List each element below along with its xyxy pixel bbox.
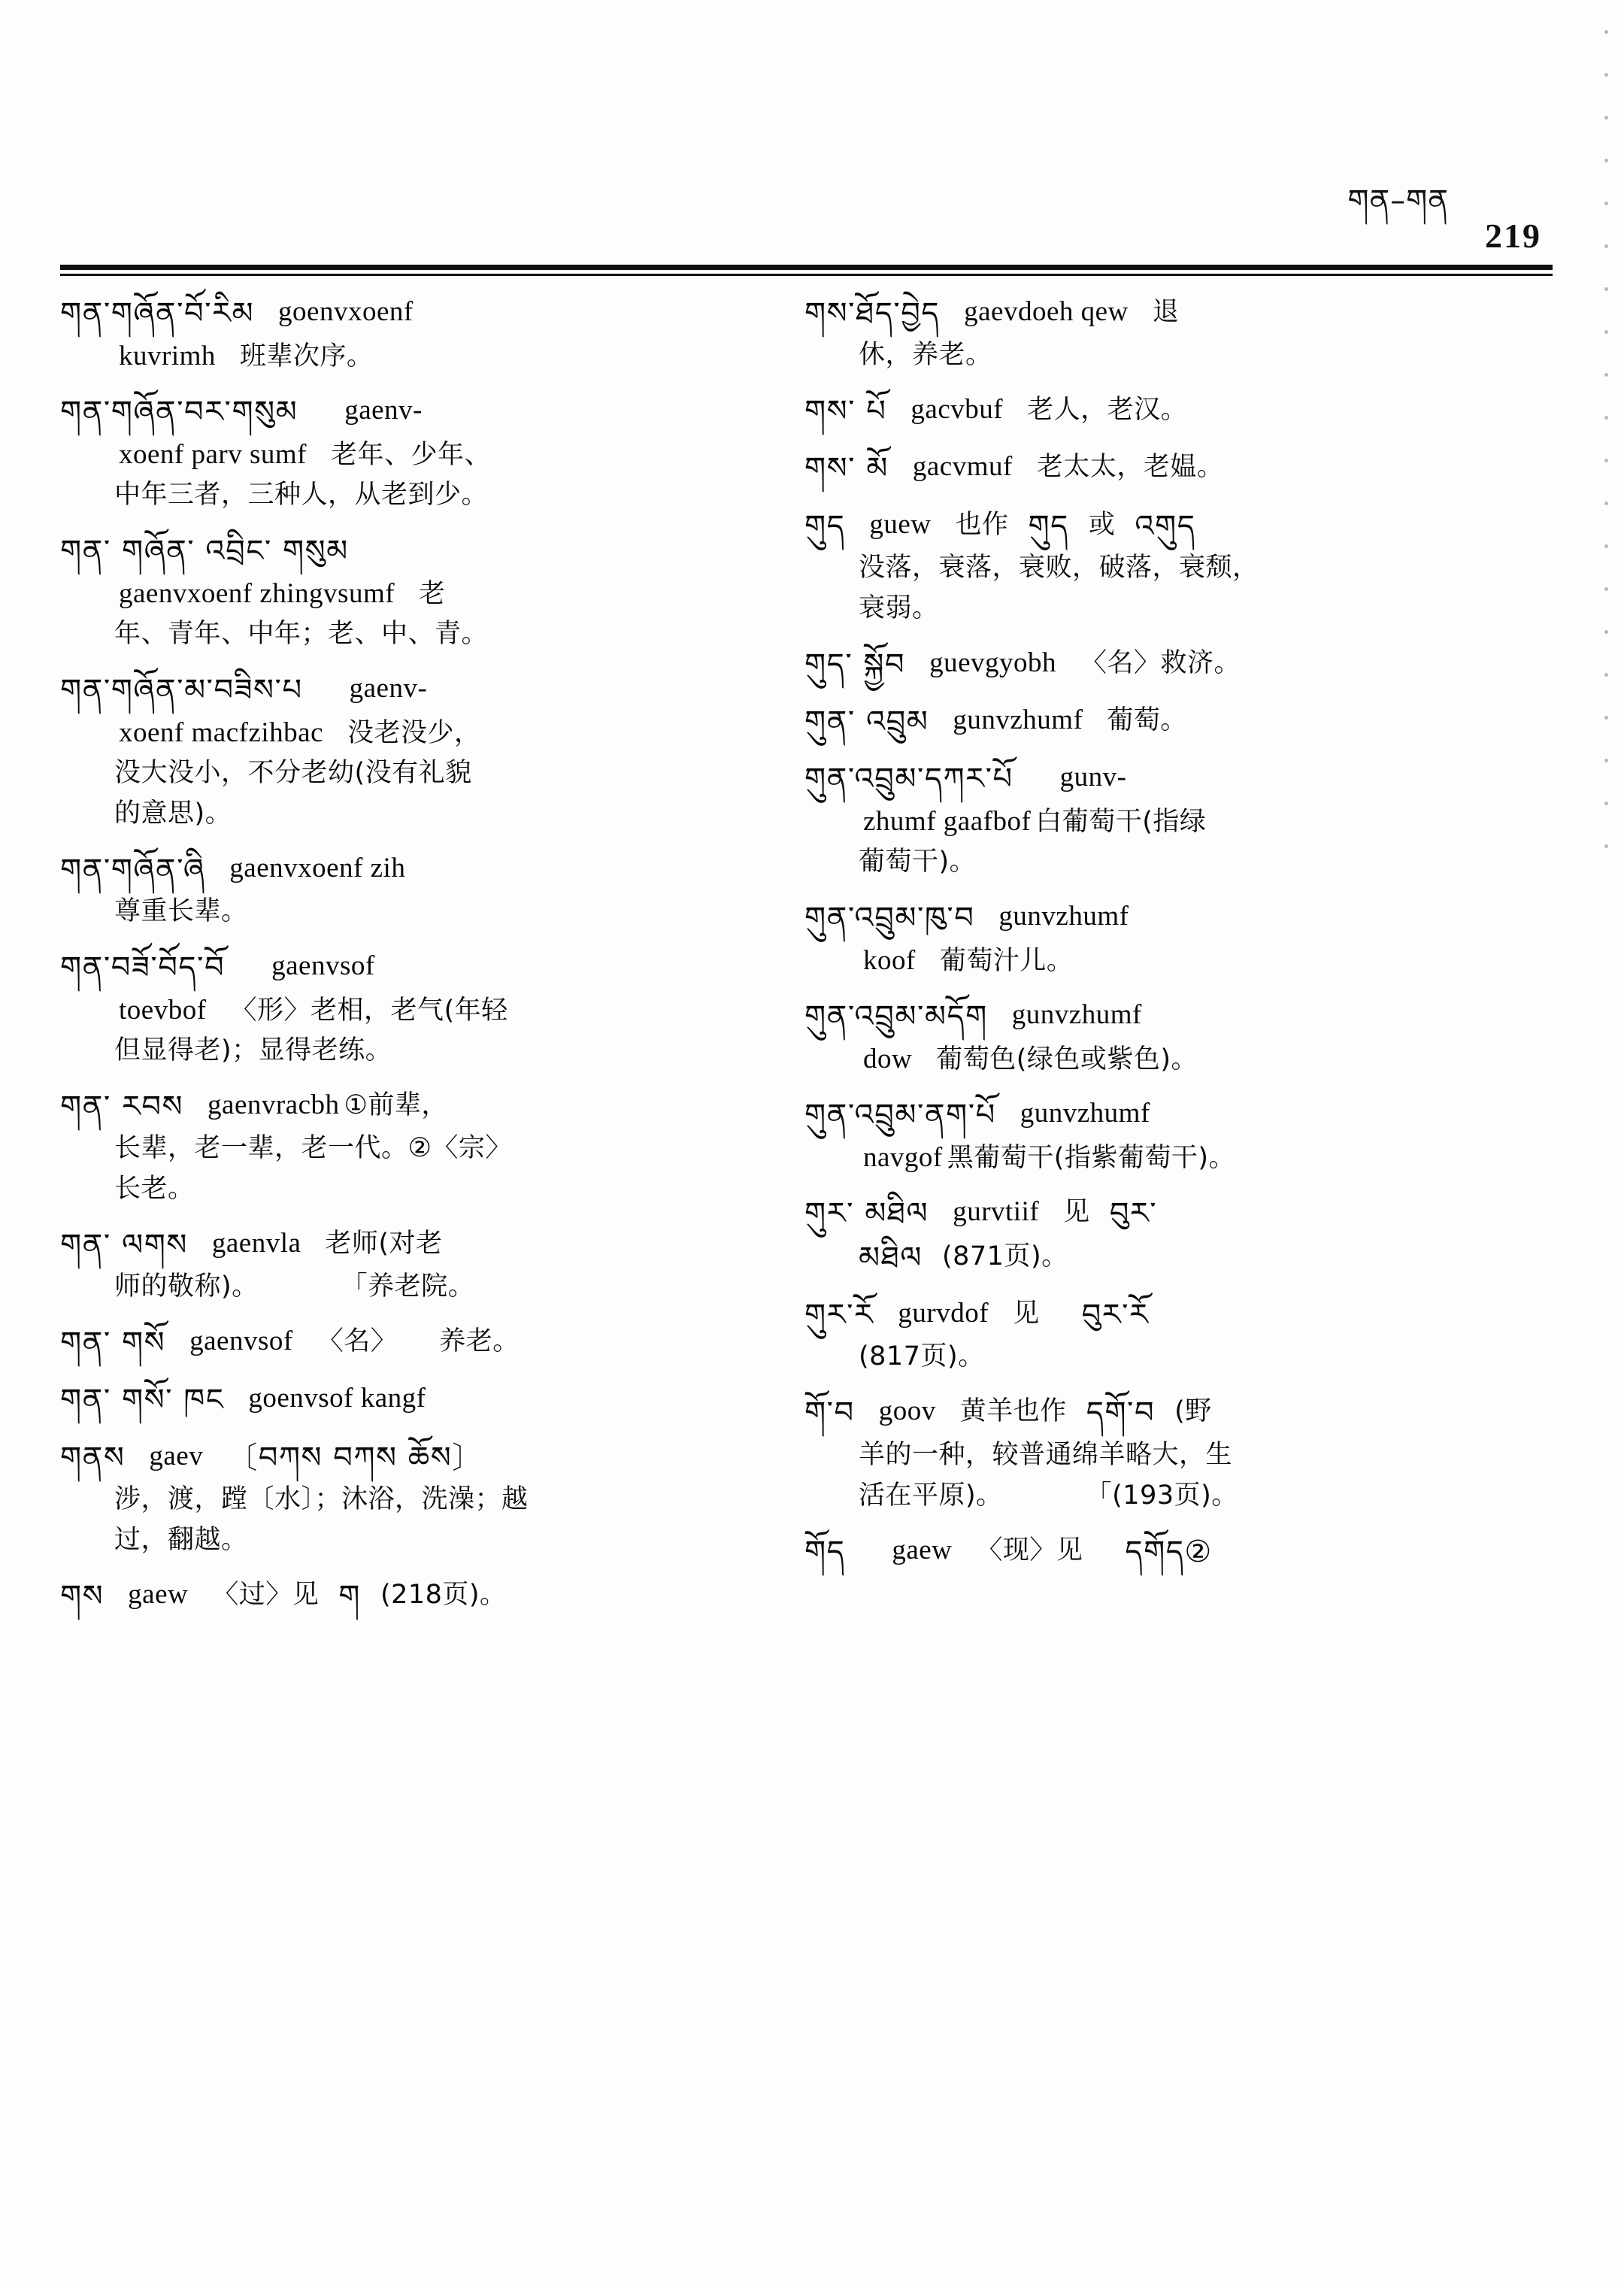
tibetan-headword: གན་གཞོན་ཞི bbox=[60, 852, 206, 887]
entry-line bbox=[60, 1032, 774, 1072]
romanization: gaenvxoenf zhingvsumf bbox=[119, 578, 395, 610]
dictionary-entry bbox=[804, 896, 1519, 982]
chinese-gloss: 尊重长辈。 bbox=[114, 896, 248, 926]
left-column bbox=[60, 292, 774, 2192]
romanization: gaevdoeh qew bbox=[964, 296, 1129, 327]
tibetan-headword: འགུད bbox=[1135, 508, 1196, 544]
chinese-gloss: 〈形〉老相，老气(年轻 bbox=[230, 996, 508, 1026]
entry-line bbox=[804, 1436, 1519, 1477]
chinese-gloss: 涉，渡，蹚〔水〕；沐浴，洗澡；越 bbox=[114, 1483, 529, 1514]
dictionary-entry bbox=[60, 848, 774, 933]
entry-line bbox=[804, 700, 1519, 744]
entry-line bbox=[60, 1268, 774, 1308]
chinese-gloss: 老太太，老媪。 bbox=[1036, 452, 1224, 483]
dictionary-entry bbox=[804, 643, 1519, 687]
chinese-gloss: (871页)。 bbox=[941, 1241, 1068, 1272]
entry-line bbox=[60, 1223, 774, 1268]
entry-line bbox=[804, 389, 1519, 434]
romanization: gunvzhumf bbox=[1011, 999, 1142, 1030]
entry-line bbox=[804, 757, 1519, 802]
dictionary-entry bbox=[60, 292, 774, 377]
chinese-gloss: 〈现〉见 bbox=[976, 1535, 1083, 1565]
romanization: gaenvxoenf zih bbox=[229, 852, 406, 883]
romanization: xoenf macfzihbac bbox=[119, 717, 323, 748]
tibetan-headword: གན་ གཞོན་ འབྲིང་ གསུམ bbox=[60, 533, 349, 568]
dictionary-entry bbox=[804, 389, 1519, 434]
dictionary-entry bbox=[804, 1293, 1519, 1378]
romanization: toevbof bbox=[119, 995, 207, 1026]
romanization: gaenvracbh bbox=[208, 1089, 340, 1120]
romanization: guevgyobh bbox=[929, 647, 1057, 678]
romanization: goenvsof kangf bbox=[248, 1383, 426, 1414]
margin-speckles bbox=[1604, 30, 1610, 2252]
entry-line bbox=[60, 1378, 774, 1423]
entry-line bbox=[804, 1138, 1519, 1179]
chinese-gloss: 活在平原)。 bbox=[859, 1480, 1003, 1511]
dictionary-entry bbox=[60, 1321, 774, 1365]
entry-line bbox=[60, 848, 774, 892]
tibetan-headword: གོད bbox=[804, 1534, 846, 1569]
chinese-gloss: 葡萄汁儿。 bbox=[939, 946, 1074, 977]
romanization: gaenv- bbox=[344, 394, 423, 426]
chinese-gloss: 老年、少年、 bbox=[331, 440, 492, 471]
entry-line bbox=[60, 795, 774, 835]
entry-line bbox=[60, 529, 774, 574]
entry-line bbox=[60, 990, 774, 1032]
chinese-gloss: 衰弱。 bbox=[859, 592, 939, 623]
dictionary-entry bbox=[60, 1378, 774, 1423]
tibetan-headword: ག bbox=[338, 1578, 361, 1614]
tibetan-headword: གན་ ལགས bbox=[60, 1228, 188, 1263]
romanization: goenvxoenf bbox=[278, 296, 414, 327]
romanization: navgof bbox=[863, 1142, 943, 1174]
entry-line bbox=[804, 1093, 1519, 1138]
dictionary-entry bbox=[804, 757, 1519, 883]
chinese-gloss: ①前辈， bbox=[344, 1089, 448, 1120]
chinese-gloss: 黄羊也作 bbox=[959, 1396, 1067, 1427]
chinese-gloss: 葡萄色(绿色或紫色)。 bbox=[936, 1044, 1198, 1075]
chinese-gloss: 师的敬称)。 bbox=[114, 1271, 259, 1302]
chinese-gloss: 退 bbox=[1152, 297, 1180, 327]
entry-line bbox=[804, 1477, 1519, 1517]
tibetan-headword: མཐིལ bbox=[859, 1241, 923, 1276]
tibetan-headword: གུར་ མཐིལ bbox=[804, 1196, 929, 1231]
entry-line bbox=[60, 390, 774, 435]
chinese-gloss: 过，翻越。 bbox=[114, 1524, 248, 1555]
entry-line bbox=[804, 643, 1519, 687]
header-tibetan-guide: གན–གན bbox=[1347, 183, 1449, 218]
chinese-gloss: 〈名〉 bbox=[317, 1326, 398, 1357]
romanization: gaenv- bbox=[349, 672, 428, 704]
tibetan-headword: བུར་རོ bbox=[1081, 1298, 1150, 1333]
tibetan-headword: གུད་ སྐྱོབ bbox=[804, 647, 906, 682]
entry-line bbox=[60, 336, 774, 377]
entry-line bbox=[60, 292, 774, 336]
dictionary-entry bbox=[60, 529, 774, 656]
dictionary-entry bbox=[804, 995, 1519, 1080]
entry-line bbox=[804, 447, 1519, 491]
entry-line bbox=[804, 1192, 1519, 1236]
entry-line bbox=[804, 505, 1519, 549]
entry-line bbox=[60, 754, 774, 795]
chinese-gloss: 的意思)。 bbox=[114, 798, 232, 829]
entry-line bbox=[60, 946, 774, 990]
entry-line bbox=[60, 1085, 774, 1129]
dictionary-entry bbox=[804, 447, 1519, 491]
entry-line bbox=[60, 1170, 774, 1211]
dictionary-entry bbox=[804, 505, 1519, 630]
tibetan-headword: གན་གཞོན་མ་བཟིས་པ bbox=[60, 672, 303, 708]
chinese-gloss: 班辈次序。 bbox=[239, 341, 374, 372]
text-columns bbox=[60, 292, 1553, 2192]
romanization: gurvtiif bbox=[953, 1196, 1040, 1227]
tibetan-headword: གུན་ འབྲུམ bbox=[804, 704, 929, 739]
entry-line bbox=[804, 1293, 1519, 1338]
chinese-gloss: 黑葡萄干(指紫葡萄干)。 bbox=[947, 1143, 1236, 1174]
chinese-gloss: 羊的一种，较普通绵羊略大，生 bbox=[859, 1439, 1233, 1470]
tibetan-headword: གས་ མོ bbox=[804, 451, 889, 486]
tibetan-headword: གུན་འབྲུམ་མདོག bbox=[804, 999, 988, 1034]
entry-line bbox=[804, 802, 1519, 843]
dictionary-entry bbox=[804, 1530, 1519, 1574]
dictionary-entry bbox=[60, 1436, 774, 1562]
dictionary-entry bbox=[804, 700, 1519, 744]
entry-line bbox=[804, 896, 1519, 941]
chinese-gloss: 白葡萄干(指绿 bbox=[1035, 807, 1207, 838]
dictionary-entry bbox=[804, 1192, 1519, 1280]
chinese-gloss: 见 bbox=[1013, 1299, 1040, 1329]
romanization: goov bbox=[878, 1396, 936, 1427]
romanization: gaev bbox=[149, 1440, 204, 1471]
entry-line bbox=[60, 1521, 774, 1562]
chinese-gloss: 中年三者，三种人，从老到少。 bbox=[114, 479, 489, 510]
tibetan-headword: གན་གཞོན་བོ་རིམ bbox=[60, 296, 255, 331]
tibetan-headword: གུན་འབྲུམ་དཀར་པོ bbox=[804, 762, 1013, 797]
romanization: dow bbox=[863, 1044, 913, 1075]
romanization: gaenvsof bbox=[189, 1326, 293, 1357]
entry-line bbox=[804, 941, 1519, 982]
romanization: kuvrimh bbox=[119, 341, 216, 372]
chinese-gloss: 〈过〉见 bbox=[212, 1579, 320, 1610]
entry-line bbox=[60, 476, 774, 517]
tibetan-headword: གན་ གསོ bbox=[60, 1326, 166, 1361]
tibetan-headword: གུན་འབྲུམ་ནག་པོ bbox=[804, 1097, 996, 1132]
chinese-gloss: 「养老院。 bbox=[341, 1271, 475, 1302]
entry-line bbox=[804, 1530, 1519, 1574]
entry-line bbox=[60, 892, 774, 933]
romanization: gacvbuf bbox=[910, 394, 1004, 426]
chinese-gloss: (野 bbox=[1174, 1396, 1212, 1427]
romanization: gunv- bbox=[1059, 762, 1127, 793]
tibetan-headword: དགོ་བ bbox=[1086, 1396, 1156, 1431]
romanization: gaew bbox=[892, 1534, 953, 1565]
chinese-gloss: 没落，衰落，衰败，破落，衰颓， bbox=[859, 552, 1259, 583]
romanization: gaenvsof bbox=[271, 950, 375, 981]
chinese-gloss: 但显得老)；显得老练。 bbox=[114, 1035, 392, 1065]
chinese-gloss: 老 bbox=[419, 579, 446, 610]
tibetan-headword: གུད bbox=[804, 508, 846, 544]
tibetan-headword: གན་བཟོ་བོད་བོ bbox=[60, 950, 226, 985]
dictionary-entry bbox=[60, 390, 774, 517]
tibetan-headword: གུན་འབྲུམ་ཁུ་བ bbox=[804, 901, 975, 936]
tibetan-headword: གནས bbox=[60, 1440, 126, 1475]
chinese-gloss: 养老。 bbox=[439, 1326, 520, 1357]
entry-line bbox=[60, 1129, 774, 1170]
chinese-gloss: 〈名〉救济。 bbox=[1080, 647, 1241, 678]
dictionary-entry bbox=[60, 668, 774, 835]
tibetan-headword: དགོད② bbox=[1125, 1534, 1213, 1569]
dictionary-entry bbox=[804, 292, 1519, 377]
dictionary-entry bbox=[804, 1093, 1519, 1179]
chinese-gloss: 没大没小，不分老幼(没有礼貌 bbox=[114, 757, 472, 788]
chinese-gloss: 没老没少， bbox=[347, 718, 481, 748]
entry-line bbox=[60, 1436, 774, 1480]
entry-line bbox=[60, 713, 774, 754]
dictionary-entry bbox=[804, 1391, 1519, 1517]
chinese-gloss: 葡萄干)。 bbox=[859, 847, 977, 877]
tibetan-headword: གོ་བ bbox=[804, 1396, 855, 1431]
page-number: 219 bbox=[1485, 217, 1541, 255]
chinese-gloss: 「(193页)。 bbox=[1085, 1480, 1238, 1511]
romanization: guew bbox=[869, 508, 932, 540]
chinese-gloss: 长辈，老一辈，老一代。②〈宗〉 bbox=[114, 1133, 512, 1164]
tibetan-headword: གན་ གསོ་ ཁང bbox=[60, 1383, 225, 1418]
romanization: xoenf parv sumf bbox=[119, 439, 307, 471]
header-rule-thick bbox=[60, 265, 1553, 270]
chinese-gloss: 老师(对老 bbox=[325, 1229, 443, 1259]
entry-line bbox=[60, 1321, 774, 1365]
entry-line bbox=[804, 549, 1519, 589]
entry-line bbox=[804, 1338, 1519, 1378]
entry-line bbox=[60, 574, 774, 615]
right-column bbox=[804, 292, 1519, 2192]
chinese-gloss: 也作 bbox=[955, 509, 1009, 540]
romanization: koof bbox=[863, 945, 916, 977]
entry-line bbox=[804, 1039, 1519, 1080]
header-rule-thin bbox=[60, 274, 1553, 276]
romanization: gaenvla bbox=[211, 1228, 301, 1259]
dictionary-entry bbox=[60, 1085, 774, 1211]
entry-line bbox=[60, 615, 774, 656]
tibetan-headword: གུད bbox=[1028, 508, 1069, 544]
entry-line bbox=[804, 995, 1519, 1039]
chinese-gloss: 老人，老汉。 bbox=[1027, 395, 1188, 426]
tibetan-headword: གན་གཞོན་བར་གསུམ bbox=[60, 394, 298, 429]
chinese-gloss: 或 bbox=[1088, 509, 1116, 540]
entry-line bbox=[804, 1391, 1519, 1435]
romanization: gunvzhumf bbox=[998, 901, 1129, 932]
dictionary-entry bbox=[60, 1574, 774, 1619]
chinese-gloss: 年、青年、中年；老、中、青。 bbox=[114, 618, 489, 649]
tibetan-headword: གས་ པོ bbox=[804, 394, 887, 429]
romanization: gacvmuf bbox=[912, 451, 1013, 483]
entry-line bbox=[60, 1574, 774, 1619]
chinese-gloss: 见 bbox=[1063, 1196, 1090, 1227]
entry-line bbox=[60, 435, 774, 476]
chinese-gloss: 葡萄。 bbox=[1107, 705, 1187, 735]
entry-line bbox=[804, 292, 1519, 336]
page-header bbox=[68, 183, 1541, 256]
tibetan-headword: གན་ རབས bbox=[60, 1089, 184, 1124]
chinese-gloss: (817页)。 bbox=[859, 1341, 985, 1372]
tibetan-headword: གས་ཐོད་བྱེད bbox=[804, 296, 941, 331]
entry-line bbox=[60, 1480, 774, 1521]
romanization: gunvzhumf bbox=[953, 704, 1083, 735]
tibetan-headword: གུར་རོ bbox=[804, 1298, 874, 1333]
romanization: gaew bbox=[128, 1578, 189, 1610]
dictionary-entry bbox=[60, 1223, 774, 1308]
romanization: zhumf gaafbof bbox=[863, 806, 1032, 838]
entry-line bbox=[804, 589, 1519, 630]
romanization: gunvzhumf bbox=[1020, 1097, 1150, 1129]
tibetan-headword: བུར་ bbox=[1109, 1196, 1158, 1231]
entry-line bbox=[804, 336, 1519, 377]
entry-line bbox=[804, 843, 1519, 883]
chinese-gloss: (218页)。 bbox=[380, 1579, 507, 1610]
romanization: gurvdof bbox=[898, 1298, 989, 1329]
dictionary-entry bbox=[60, 946, 774, 1072]
tibetan-headword: 〔བཀས བཀས ཆོས〕 bbox=[227, 1440, 483, 1475]
entry-line bbox=[60, 668, 774, 713]
chinese-gloss: 休，养老。 bbox=[859, 340, 992, 371]
chinese-gloss: 长老。 bbox=[114, 1174, 195, 1205]
entry-line bbox=[804, 1236, 1519, 1280]
tibetan-headword: གས bbox=[60, 1578, 105, 1614]
